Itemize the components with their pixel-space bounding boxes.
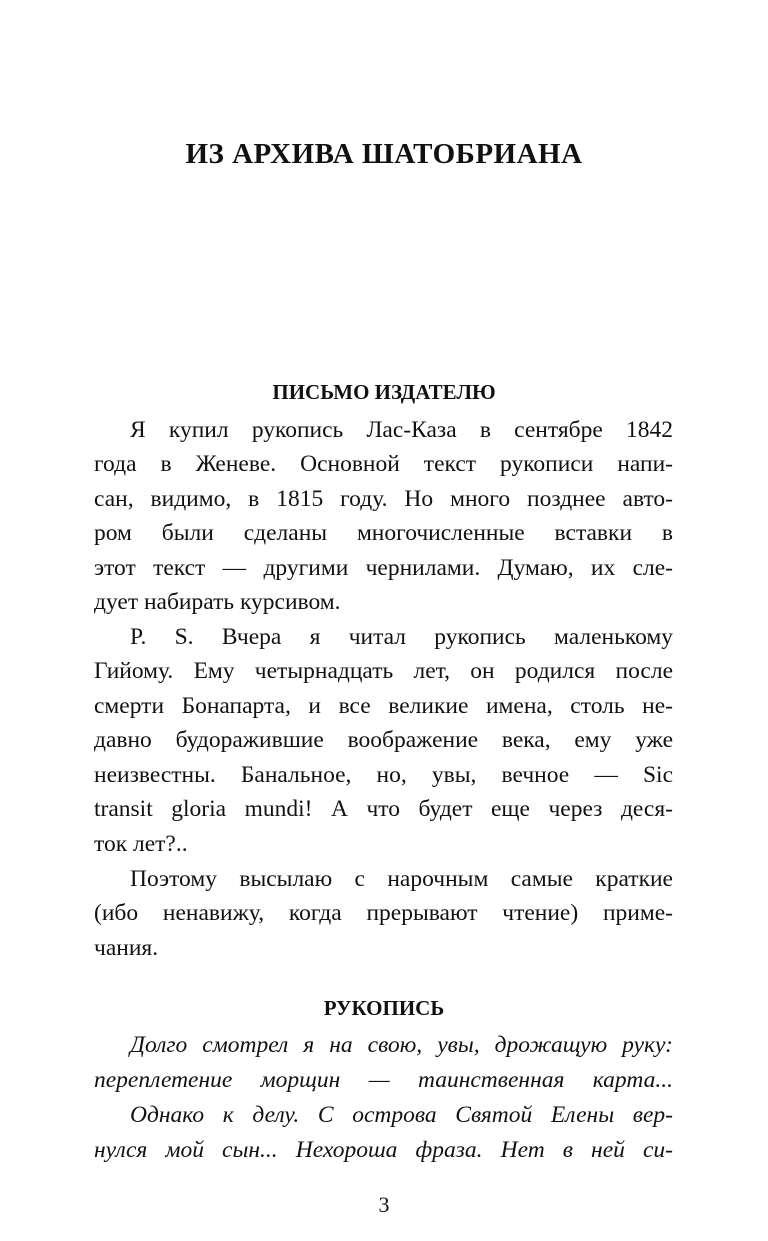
italic-text-line: переплетение морщин — таинственная карта... bbox=[94, 1067, 673, 1093]
text-line: transit gloria mundi! А что будет еще через деся- bbox=[94, 796, 673, 822]
text-line: дует набирать курсивом. bbox=[94, 589, 341, 615]
text-line: ток лет?.. bbox=[94, 831, 188, 857]
text-line: сан, видимо, в 1815 году. Но много позднее авто- bbox=[94, 486, 673, 512]
italic-text-line: Долго смотрел я на свою, увы, дрожащую руку: bbox=[130, 1032, 673, 1058]
text-line: смерти Бонапарта, и все великие имена, столь не- bbox=[94, 693, 673, 719]
text-line: этот текст — другими чернилами. Думаю, их сле- bbox=[94, 555, 673, 581]
text-line: Поэтому высылаю с нарочным самые краткие bbox=[130, 866, 673, 892]
text-line: (ибо ненавижу, когда прерывают чтение) приме- bbox=[94, 900, 673, 926]
text-line: Гийому. Ему четырнадцать лет, он родился после bbox=[94, 658, 673, 684]
text-line: чания. bbox=[94, 935, 159, 961]
text-line: ром были сделаны многочисленные вставки в bbox=[94, 520, 673, 546]
section-heading-letter: ПИСЬМО ИЗДАТЕЛЮ bbox=[272, 380, 496, 404]
text-line: давно будоражившие воображение века, ему уже bbox=[94, 727, 673, 753]
text-line: года в Женеве. Основной текст рукописи напи- bbox=[94, 451, 673, 477]
italic-text-line: нулся мой сын... Нехороша фраза. Нет в ней си- bbox=[94, 1137, 673, 1163]
chapter-title: ИЗ АРХИВА ШАТОБРИАНА bbox=[185, 138, 583, 170]
page-number: 3 bbox=[378, 1192, 390, 1217]
text-line: P. S. Вчера я читал рукопись маленькому bbox=[130, 624, 673, 650]
section-heading-manuscript: РУКОПИСЬ bbox=[323, 996, 445, 1020]
text-line: неизвестны. Банальное, но, увы, вечное — Sic bbox=[94, 762, 673, 788]
text-line: Я купил рукопись Лас-Каза в сентябре 1842 bbox=[130, 417, 673, 443]
italic-text-line: Однако к делу. С острова Святой Елены вер- bbox=[130, 1102, 673, 1128]
